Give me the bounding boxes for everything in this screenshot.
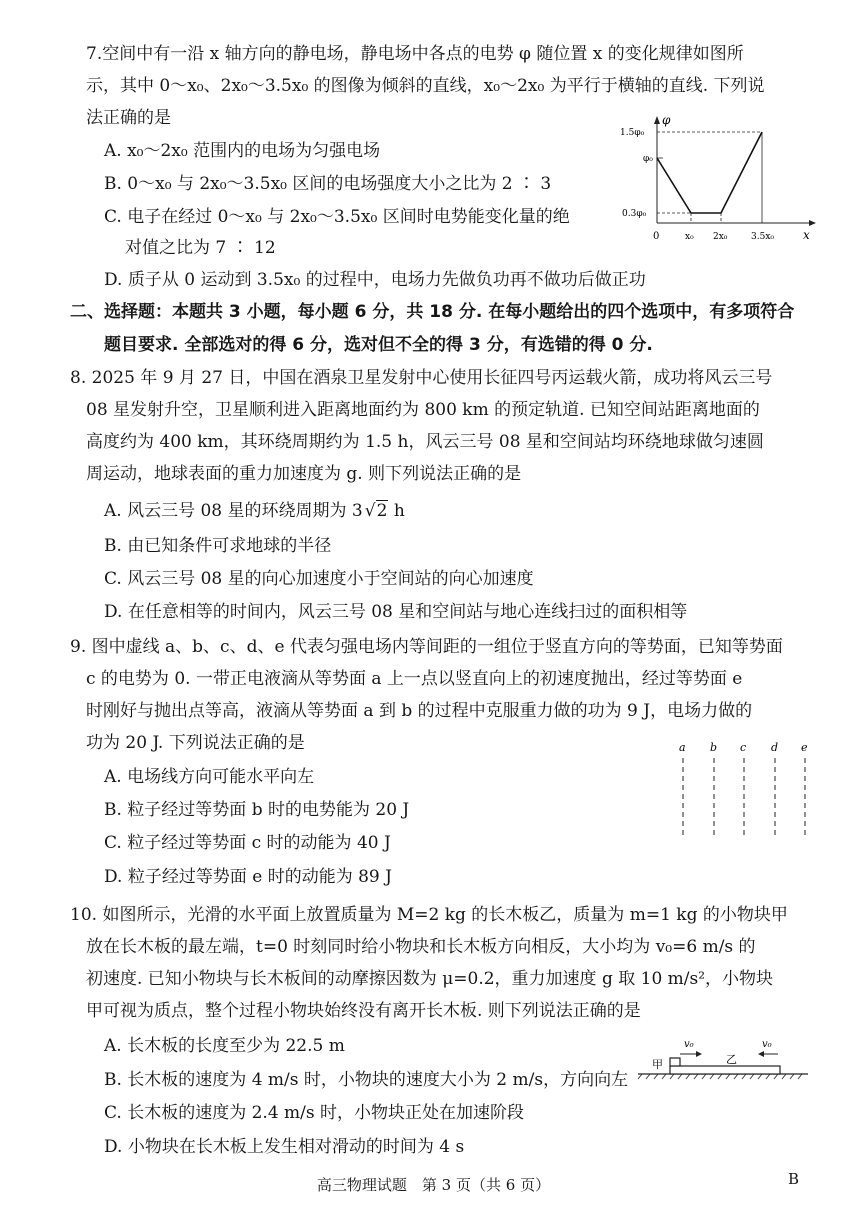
q9-option-b: B. 粒子经过等势面 b 时的电势能为 20 J [104, 800, 410, 820]
graph-origin: 0 [653, 231, 660, 242]
board-label: 乙 [726, 1053, 737, 1066]
equipotential-d-label: d [771, 741, 779, 754]
equipotential-c-label: c [740, 741, 747, 754]
q7-stem-line3: 法正确的是 [86, 108, 171, 128]
page-footer: 高三物理试题 第 3 页（共 6 页） [316, 1176, 551, 1194]
graph-ylabel: φ [662, 113, 671, 127]
sqrt-sign: √ [364, 501, 376, 521]
graph-ytick-1: φ₀ [643, 154, 653, 164]
q8-option-a [104, 499, 405, 523]
q9-stem-line3: 时刚好与抛出点等高，液滴从等势面 a 到 b 的过程中克服重力做的功为 9 J，电场力做的 [86, 701, 753, 721]
q8-stem-line3: 高度约为 400 km，其环绕周期约为 1.5 h，风云三号 08 星和空间站均环绕地球做匀速圆 [86, 432, 764, 452]
q7-option-c-line1: C. 电子在经过 0～x₀ 与 2x₀～3.5x₀ 区间时电势能变化量的绝 [104, 207, 570, 227]
graph-xtick-2x0: 2x₀ [713, 232, 728, 242]
q9-stem-line1: 9. 图中虚线 a、b、c、d、e 代表匀强电场内等间距的一组位于竖直方向的等势面，已知等势面 [70, 637, 783, 657]
q10-option-b: B. 长木板的速度为 4 m/s 时，小物块的速度大小为 2 m/s，方向向左 [104, 1070, 629, 1090]
graph-xtick-3-5x0: 3.5x₀ [751, 232, 774, 242]
q10-option-a: A. 长木板的长度至少为 22.5 m [104, 1036, 345, 1056]
q10-stem-line4: 甲可视为质点，整个过程小物块始终没有离开长木板. 则下列说法正确的是 [86, 1001, 641, 1021]
equipotential-a-label: a [679, 741, 686, 754]
q7-option-d: D. 质子从 0 运动到 3.5x₀ 的过程中，电场力先做负功再不做功后做正功 [104, 270, 646, 290]
q10-option-d: D. 小物块在长木板上发生相对滑动的时间为 4 s [104, 1137, 465, 1157]
q10-stem-line1: 10. 如图所示，光滑的水平面上放置质量为 M=2 kg 的长木板乙，质量为 m=1 kg 的小物块甲 [70, 905, 788, 925]
q9-equipotential-diagram [668, 738, 828, 842]
section2-heading-line2: 题目要求. 全部选对的得 6 分，选对但不全的得 3 分，有选错的得 0 分. [104, 335, 653, 355]
q8-option-a-text: A. 风云三号 08 星的环绕周期为 3 [104, 501, 363, 521]
sqrt-radicand: 2 [376, 501, 388, 521]
board-velocity-label: v₀ [762, 1039, 772, 1050]
sqrt-radical [365, 499, 389, 523]
q9-option-a: A. 电场线方向可能水平向左 [104, 767, 315, 787]
graph-ytick-0-3: 0.3φ₀ [622, 209, 647, 219]
block-velocity-label: v₀ [684, 1039, 694, 1050]
q7-stem-line1: 7.空间中有一沿 x 轴方向的静电场，静电场中各点的电势 φ 随位置 x 的变化规律如图所 [86, 44, 744, 64]
q9-stem-line2: c 的电势为 0. 一带正电液滴从等势面 a 上一点以竖直向上的初速度抛出，经过等势面 e [86, 669, 743, 689]
equipotential-e-label: e [801, 741, 808, 754]
q8-stem-line4: 周运动，地球表面的重力加速度为 g. 则下列说法正确的是 [86, 464, 522, 484]
section2-heading-line1: 二、选择题：本题共 3 小题，每小题 6 分，共 18 分. 在每小题给出的四个选项中，有多项符合 [70, 302, 795, 322]
small-block [670, 1058, 680, 1066]
long-board [670, 1066, 780, 1074]
paper-version: B [788, 1170, 800, 1188]
q8-option-d: D. 在任意相等的时间内，风云三号 08 星和空间站与地心连线扫过的面积相等 [104, 602, 688, 622]
q9-stem-line4: 功为 20 J. 下列说法正确的是 [86, 733, 305, 753]
q10-block-board-diagram [636, 1030, 812, 1082]
q8-stem-line2: 08 星发射升空，卫星顺利进入距离地面约为 800 km 的预定轨道. 已知空间站距离地面的 [86, 400, 760, 420]
graph-xlabel: x [803, 228, 810, 242]
q7-option-c-line2: 对值之比为 7 ∶ 12 [125, 238, 276, 258]
q7-option-b: B. 0～x₀ 与 2x₀～3.5x₀ 区间的电场强度大小之比为 2 ∶ 3 [104, 174, 552, 194]
q10-stem-line3: 初速度. 已知小物块与长木板间的动摩擦因数为 μ=0.2，重力加速度 g 取 10 m/s²，小物块 [86, 969, 774, 989]
q7-stem-line2: 示，其中 0～x₀、2x₀～3.5x₀ 的图像为倾斜的直线，x₀～2x₀ 为平行于横轴的直线. 下列说 [86, 76, 765, 96]
equipotential-b-label: b [710, 741, 718, 754]
q9-option-d: D. 粒子经过等势面 e 时的动能为 89 J [104, 867, 392, 887]
q10-option-c: C. 长木板的速度为 2.4 m/s 时，小物块正处在加速阶段 [104, 1103, 525, 1123]
block-label: 甲 [652, 1058, 663, 1071]
q7-option-a: A. x₀～2x₀ 范围内的电场为匀强电场 [104, 141, 381, 161]
q8-option-a-unit: h [388, 501, 405, 521]
q9-option-c: C. 粒子经过等势面 c 时的动能为 40 J [104, 833, 391, 853]
graph-ytick-1-5: 1.5φ₀ [620, 128, 645, 138]
q7-potential-graph [615, 112, 820, 247]
q10-stem-line2: 放在长木板的最左端，t=0 时刻同时给小物块和长木板方向相反，大小均为 v₀=6 m/s 的 [86, 937, 756, 957]
graph-xtick-x0: x₀ [685, 232, 694, 242]
q8-option-c: C. 风云三号 08 星的向心加速度小于空间站的向心加速度 [104, 569, 534, 589]
q8-option-b: B. 由已知条件可求地球的半径 [104, 536, 332, 556]
q8-stem-line1: 8. 2025 年 9 月 27 日，中国在酒泉卫星发射中心使用长征四号丙运载火箭，成功将风云三号 [70, 368, 773, 388]
